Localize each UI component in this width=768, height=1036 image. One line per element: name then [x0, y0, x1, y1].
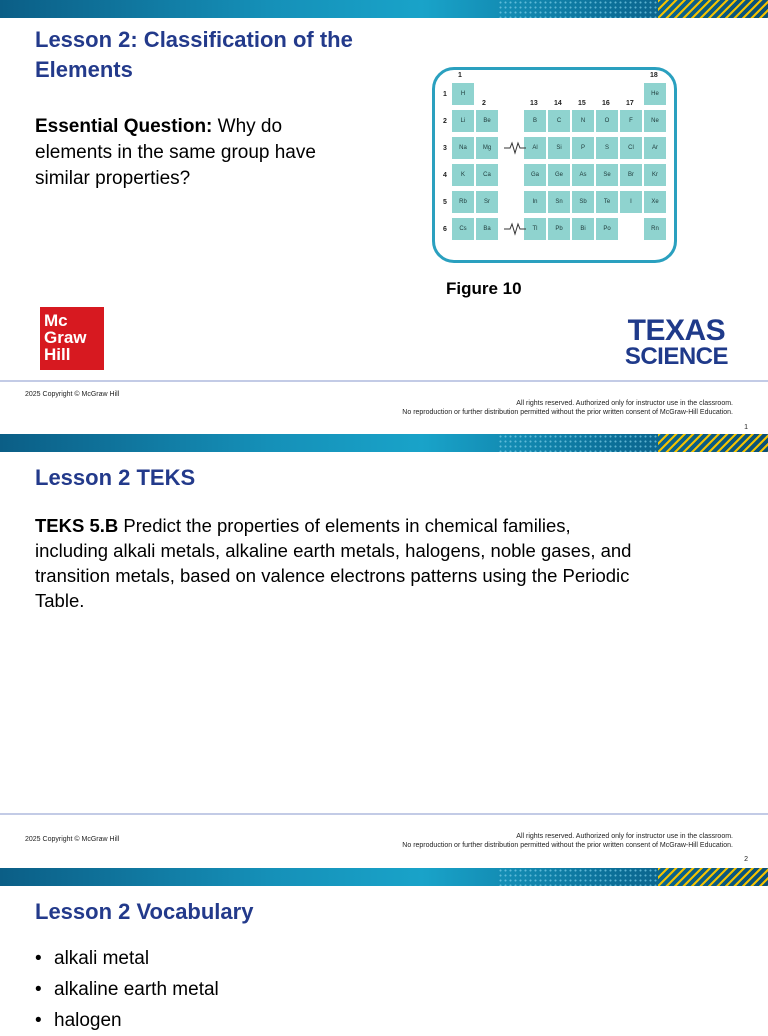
copyright-text: 2025 Copyright © McGraw Hill	[25, 391, 120, 398]
group-label: 13	[530, 100, 538, 107]
element-cell: Se	[596, 164, 618, 186]
table-break-line	[504, 222, 526, 236]
element-cell: Al	[524, 137, 546, 159]
rights-text: All rights reserved. Authorized only for instructor use in the classroom. No reproduction or further distribution permitted without the prior written consent of McGraw-Hill Education.	[402, 833, 733, 849]
element-cell: Li	[452, 110, 474, 132]
element-cell: C	[548, 110, 570, 132]
element-cell: Tl	[524, 218, 546, 240]
element-cell: Rn	[644, 218, 666, 240]
question-label: Essential Question:	[35, 116, 213, 137]
group-label: 17	[626, 100, 634, 107]
group-label: 16	[602, 100, 610, 107]
group-label: 1	[458, 72, 462, 79]
period-label: 6	[443, 226, 447, 233]
element-cell: Sr	[476, 191, 498, 213]
element-cell: Sn	[548, 191, 570, 213]
element-cell: Na	[452, 137, 474, 159]
page-title: Lesson 2 TEKS	[35, 465, 196, 490]
page-number: 2	[744, 856, 748, 863]
footer-divider	[0, 813, 768, 815]
teks-text: TEKS 5.B Predict the properties of elements in chemical families, including alkali metals, alkaline earth metals, halogens, noble gases, and transition metals, based on valence electrons patterns using the Periodic Table.	[35, 515, 632, 611]
texas-science-logo: TEXAS SCIENCE	[624, 314, 728, 370]
element-cell: Be	[476, 110, 498, 132]
period-label: 1	[443, 91, 447, 98]
element-cell: O	[596, 110, 618, 132]
element-cell: S	[596, 137, 618, 159]
element-cell: Ba	[476, 218, 498, 240]
element-cell: As	[572, 164, 594, 186]
element-cell: In	[524, 191, 546, 213]
rights-text: All rights reserved. Authorized only for instructor use in the classroom. No reproduction or further distribution permitted without the prior written consent of McGraw-Hill Education.	[402, 400, 733, 416]
slide-header-bar	[0, 0, 768, 18]
element-cell: Xe	[644, 191, 666, 213]
mcgraw-hill-logo: Mc Graw Hill	[40, 307, 104, 370]
period-label: 5	[443, 199, 447, 206]
element-cell: Kr	[644, 164, 666, 186]
element-cell: Br	[620, 164, 642, 186]
element-cell: Po	[596, 218, 618, 240]
element-cell: Te	[596, 191, 618, 213]
list-item: • alkali metal	[35, 943, 219, 974]
element-cell: Ca	[476, 164, 498, 186]
element-cell: F	[620, 110, 642, 132]
group-label: 14	[554, 100, 562, 107]
footer-divider	[0, 380, 768, 382]
period-label: 2	[443, 118, 447, 125]
element-cell: P	[572, 137, 594, 159]
element-cell: H	[452, 83, 474, 105]
list-item: • alkaline earth metal	[35, 974, 219, 1005]
slide-header-bar	[0, 868, 768, 886]
list-item: • halogen	[35, 1005, 219, 1036]
figure-caption: Figure 10	[446, 279, 522, 298]
element-cell: Si	[548, 137, 570, 159]
essential-question: Essential Question: Why do elements in the same group have similar properties?	[35, 116, 316, 189]
group-label: 2	[482, 100, 486, 107]
element-cell: Bi	[572, 218, 594, 240]
element-cell: Sb	[572, 191, 594, 213]
slide-2	[0, 434, 768, 868]
slide-header-bar	[0, 434, 768, 452]
element-cell: Cl	[620, 137, 642, 159]
periodic-table-figure	[432, 67, 677, 263]
group-label: 18	[650, 72, 658, 79]
copyright-text: 2025 Copyright © McGraw Hill	[25, 836, 120, 843]
teks-label: TEKS 5.B	[35, 515, 119, 536]
element-cell: Pb	[548, 218, 570, 240]
element-cell: N	[572, 110, 594, 132]
vocabulary-list	[35, 943, 219, 1036]
element-cell: B	[524, 110, 546, 132]
period-label: 3	[443, 145, 447, 152]
page-number: 1	[744, 424, 748, 431]
page-title: Lesson 2 Vocabulary	[35, 899, 254, 924]
period-label: 4	[443, 172, 447, 179]
element-cell: Ga	[524, 164, 546, 186]
table-break-line	[504, 141, 526, 155]
element-cell: He	[644, 83, 666, 105]
element-cell: Mg	[476, 137, 498, 159]
element-cell: Cs	[452, 218, 474, 240]
element-cell: Ne	[644, 110, 666, 132]
element-cell: I	[620, 191, 642, 213]
element-cell: Rb	[452, 191, 474, 213]
element-cell: K	[452, 164, 474, 186]
page-title: Lesson 2: Classification of the Elements	[35, 27, 353, 82]
element-cell: Ge	[548, 164, 570, 186]
slide-1	[0, 0, 768, 434]
group-label: 15	[578, 100, 586, 107]
element-cell: Ar	[644, 137, 666, 159]
